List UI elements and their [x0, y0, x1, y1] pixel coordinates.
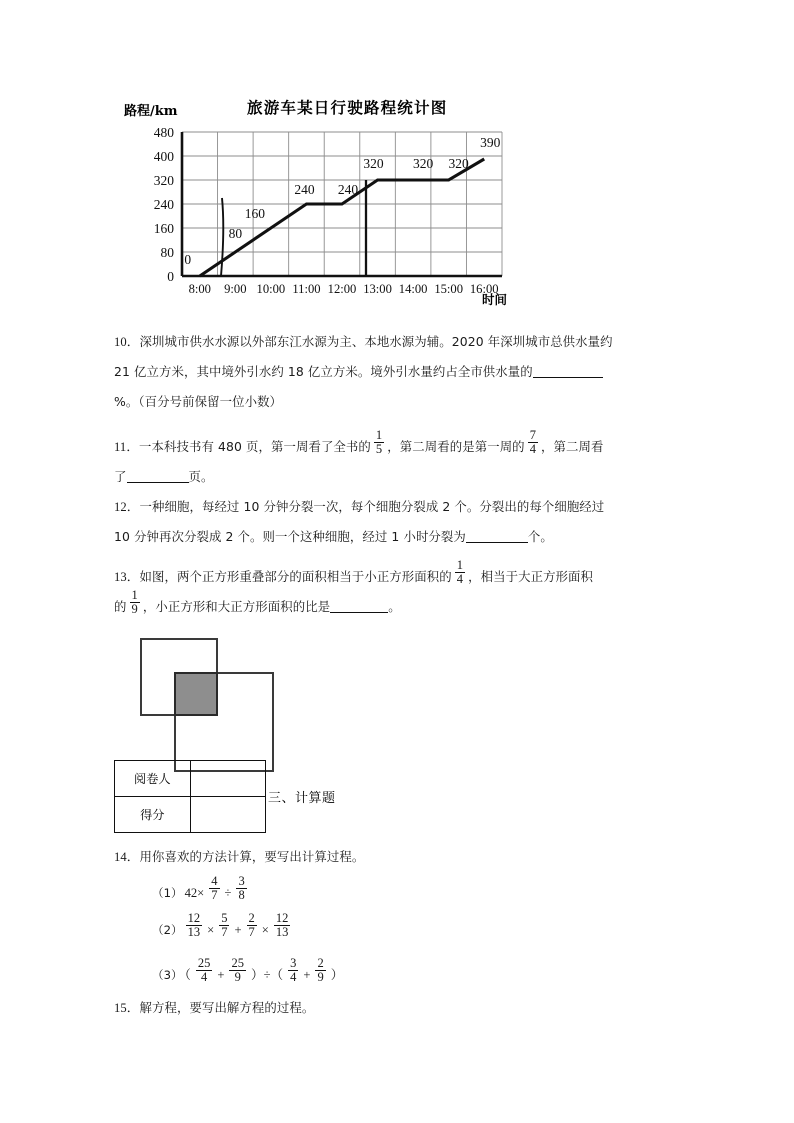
question-12-line-2 — [114, 522, 694, 552]
section-heading-computation: 三、计算题 — [268, 791, 336, 806]
svg-text:400: 400 — [153, 149, 174, 164]
question-11-text-b: ，第二周看的是第一周的 — [387, 439, 525, 454]
svg-text:240: 240 — [153, 197, 174, 212]
svg-text:240: 240 — [294, 182, 315, 197]
svg-text:15:00: 15:00 — [434, 282, 464, 296]
svg-text:14:00: 14:00 — [398, 282, 428, 296]
svg-text:390: 390 — [480, 135, 501, 150]
question-14-number: 14． — [114, 850, 140, 864]
svg-text:10:00: 10:00 — [256, 282, 286, 296]
question-10-text-b: 21 亿立方米，其中境外引水约 18 亿立方米。境外引水量约占全市供水量的 — [114, 364, 533, 379]
svg-text:8:00: 8:00 — [188, 282, 211, 296]
item-label-3: （3） — [152, 967, 183, 982]
question-13-text-a: 如图，两个正方形重叠部分的面积相当于小正方形面积的 — [139, 569, 452, 584]
svg-text:80: 80 — [160, 245, 174, 260]
question-12 — [114, 492, 694, 552]
expression-2 — [183, 911, 294, 939]
distance-statistics-chart — [110, 96, 540, 321]
fraction-2-over-7: $\frac{2}{7}$ — [248, 911, 255, 939]
question-10-line-3 — [114, 387, 694, 417]
chart-data-line — [200, 159, 484, 276]
question-12-text-a: 一种细胞，每经过 10 分钟分裂一次，每个细胞分裂成 2 个。分裂出的每个细胞经过 — [139, 499, 605, 514]
question-13-answer-blank[interactable] — [330, 599, 388, 613]
fraction-25-over-9: $\frac{25}{9}$ — [231, 956, 244, 984]
operator-or-text: ） — [330, 967, 344, 982]
operator-or-text: （ — [184, 967, 191, 982]
table-row — [115, 761, 266, 797]
grader-score-table — [114, 760, 266, 833]
grader-value-cell[interactable] — [190, 761, 265, 797]
operator-or-text: + — [303, 967, 311, 982]
svg-text:0: 0 — [167, 269, 174, 284]
question-14-item-3 — [152, 956, 345, 989]
fraction-12-over-13: $\frac{12}{13}$ — [187, 911, 201, 939]
question-10-text-a: 深圳城市供水水源以外部东江水源为主、本地水源为辅。2020 年深圳城市总供水量约 — [139, 334, 613, 349]
fraction-4-over-7: $\frac{4}{7}$ — [211, 874, 218, 902]
score-value-cell[interactable] — [190, 797, 265, 833]
question-12-line-1 — [114, 492, 694, 522]
operator-or-text: ）÷（ — [250, 967, 284, 982]
question-14-line-1 — [114, 845, 694, 869]
overlapping-squares-figure — [130, 636, 270, 748]
question-11 — [114, 428, 694, 492]
svg-text:11:00: 11:00 — [292, 282, 321, 296]
svg-text:160: 160 — [153, 221, 174, 236]
fraction-one-fourth: $\frac{1}{4}$ — [456, 558, 464, 586]
question-13-text-e: 。 — [388, 599, 401, 614]
svg-text:320: 320 — [448, 156, 469, 171]
question-13-line-2 — [114, 588, 694, 622]
item-label-1: （1） — [152, 885, 183, 900]
operator-or-text: 42× — [184, 885, 205, 900]
question-12-text-c: 个。 — [527, 529, 553, 544]
fraction-one-fifth: $\frac{1}{5}$ — [375, 428, 383, 456]
svg-text:0: 0 — [184, 252, 192, 267]
question-15-line-1 — [114, 996, 694, 1020]
fraction-one-ninth: $\frac{1}{9}$ — [131, 588, 138, 616]
svg-text:13:00: 13:00 — [363, 282, 392, 296]
chart-svg — [110, 124, 540, 324]
operator-or-text: + — [234, 922, 242, 937]
question-13-text-d: ，小正方形和大正方形面积的比是 — [142, 599, 331, 614]
chart-y-axis-label: 路程/km — [124, 104, 178, 119]
question-13-number: 13． — [114, 570, 140, 584]
overlap-region — [174, 672, 218, 716]
svg-text:160: 160 — [244, 206, 266, 221]
question-15 — [114, 996, 694, 1020]
question-11-number: 11． — [114, 440, 140, 454]
question-12-answer-blank[interactable] — [466, 529, 528, 543]
question-13-line-1 — [114, 558, 694, 592]
question-14 — [114, 845, 694, 869]
fraction-2-over-9: $\frac{2}{9}$ — [317, 956, 324, 984]
score-label-cell: 得分 — [115, 797, 191, 833]
svg-text:12:00: 12:00 — [327, 282, 357, 296]
chart-x-axis-label: 时间 — [482, 292, 508, 307]
question-11-line-2 — [114, 462, 694, 492]
question-13-text-c: 的 — [114, 599, 127, 614]
question-11-answer-blank[interactable] — [127, 469, 189, 483]
fraction-25-over-4: $\frac{25}{4}$ — [197, 956, 211, 984]
question-11-text-d: 了 — [114, 469, 127, 484]
svg-text:16:00: 16:00 — [469, 282, 499, 296]
question-15-number: 15． — [114, 1001, 140, 1015]
expression-3 — [183, 956, 346, 984]
question-13-text-b: ，相当于大正方形面积 — [468, 569, 594, 584]
chart-plot-area — [110, 124, 540, 329]
grader-label-cell: 阅卷人 — [115, 761, 191, 797]
operator-or-text: × — [207, 922, 215, 937]
svg-text:320: 320 — [363, 156, 384, 171]
question-11-line-1 — [114, 428, 694, 462]
fraction-5-over-7: $\frac{5}{7}$ — [221, 911, 228, 939]
question-13 — [114, 558, 694, 622]
fraction-12-over-13: $\frac{12}{13}$ — [275, 911, 289, 939]
question-10-line-1 — [114, 327, 694, 357]
fraction-3-over-8: $\frac{3}{8}$ — [238, 874, 245, 902]
expression-1 — [183, 874, 250, 902]
question-10-number: 10． — [114, 335, 140, 349]
svg-text:320: 320 — [412, 156, 434, 171]
fraction-seven-fourths: $\frac{7}{4}$ — [529, 428, 537, 456]
svg-text:240: 240 — [337, 182, 359, 197]
question-14-prompt: 用你喜欢的方法计算，要写出计算过程。 — [139, 849, 365, 864]
question-14-item-2 — [152, 911, 293, 944]
question-14-item-1 — [152, 874, 250, 907]
item-label-2: （2） — [152, 922, 183, 937]
question-12-number: 12． — [114, 500, 140, 514]
svg-text:480: 480 — [153, 125, 174, 140]
question-10 — [114, 327, 694, 417]
fraction-3-over-4: $\frac{3}{4}$ — [290, 956, 297, 984]
question-10-line-2 — [114, 357, 694, 387]
chart-title: 旅游车某日行驶路程统计图 — [247, 98, 448, 117]
question-15-prompt: 解方程，要写出解方程的过程。 — [139, 1000, 315, 1015]
operator-or-text: + — [217, 967, 225, 982]
operator-or-text: × — [261, 922, 269, 937]
question-10-text-c: %。（百分号前保留一位小数） — [114, 394, 283, 409]
question-10-answer-blank[interactable] — [533, 364, 603, 378]
svg-text:320: 320 — [153, 173, 174, 188]
question-11-text-e: 页。 — [188, 469, 214, 484]
question-12-text-b: 10 分钟再次分裂成 2 个。则一个这种细胞，经过 1 小时分裂为 — [114, 529, 466, 544]
svg-text:80: 80 — [228, 226, 243, 241]
svg-text:9:00: 9:00 — [224, 282, 247, 296]
table-row — [115, 797, 266, 833]
question-11-text-c: ，第二周看 — [541, 439, 604, 454]
scan-artifact-line-a — [221, 198, 223, 276]
operator-or-text: ÷ — [224, 885, 232, 900]
question-11-text-a: 一本科技书有 480 页，第一周看了全书的 — [139, 439, 371, 454]
